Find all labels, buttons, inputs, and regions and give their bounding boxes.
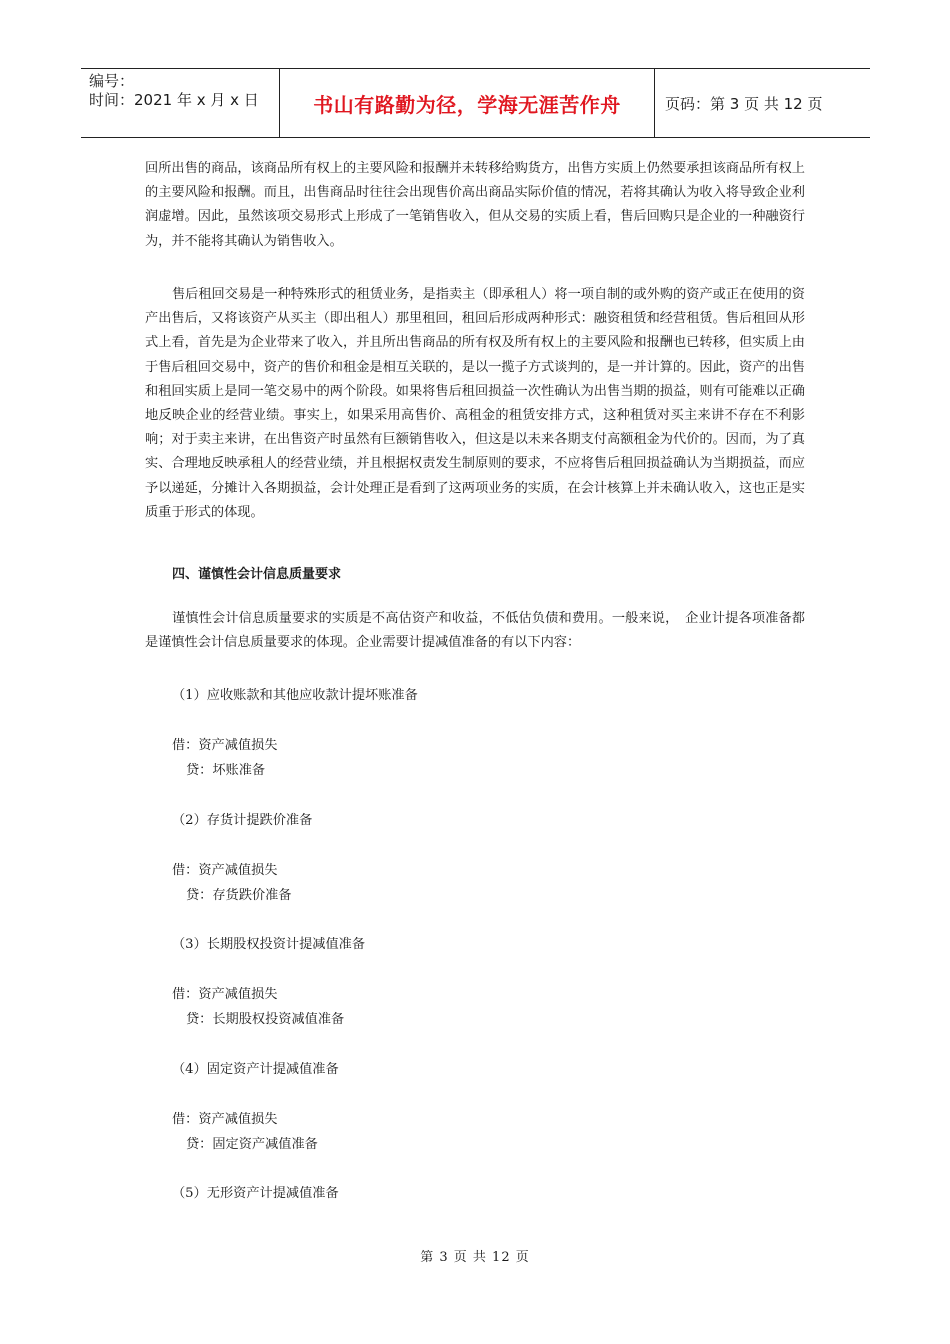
journal-debit: 借：资产减值损失 [172, 738, 278, 753]
journal-debit: 借：资产减值损失 [172, 987, 278, 1002]
item-title-bad-debt: （1）应收账款和其他应收款计提坏账准备 [172, 688, 418, 703]
journal-credit: 贷：坏账准备 [186, 763, 266, 778]
journal-credit: 贷：存货跌价准备 [186, 888, 292, 903]
item-title-intangible: （5）无形资产计提减值准备 [172, 1186, 339, 1201]
journal-credit: 贷：固定资产减值准备 [186, 1137, 318, 1152]
journal-credit: 贷：长期股权投资减值准备 [186, 1012, 345, 1027]
time-label: 时间：2021 年 x 月 x 日 [89, 91, 259, 109]
number-label: 编号： [89, 72, 135, 90]
item-title-inventory: （2）存货计提跌价准备 [172, 813, 313, 828]
paragraph-prudence: 谨慎性会计信息质量要求的实质是不高估资产和收益，不低估负债和费用。一般来说， 企业计提各项准备都是谨慎性会计信息质量要求的体现。企业需要计提减值准备的有以下内容： [145, 611, 805, 651]
header-page-info: 页码：第 3 页 共 12 页 [665, 94, 823, 113]
header-motto: 书山有路勤为径，学海无涯苦作舟 [313, 92, 621, 117]
item-title-fixed-assets: （4）固定资产计提减值准备 [172, 1062, 339, 1077]
header-motto-cell [280, 69, 655, 137]
page-footer: 第 3 页 共 12 页 [420, 1250, 530, 1265]
journal-debit: 借：资产减值损失 [172, 1112, 278, 1127]
paragraph-sale-leaseback: 售后租回交易是一种特殊形式的租赁业务，是指卖主（即承租人）将一项自制的或外购的资产或正在使用的资产出售后，又将该资产从买主（即出租人）那里租回，租回后形成两种形式：融资租赁和经营租赁。售后租回从形式上看，首先是为企业带来了收入，并且所出售商品的所有权及所有权上的主要风险和报酬也已转移，但实质上由于售后租回交易中，资产的售价和租金是相互关联的，是以一揽子方式谈判的，是一并计算的。因此，资产的出售和租回实质上是同一笔交易中的两个阶段。如果将售后租回损益一次性确认为出售当期的损益，则有可能难以正确地反映企业的经营业绩。事实上，如果采用高售价、高租金的租赁安排方式，这种租赁对买主来讲不存在不利影响；对于卖主来讲，在出售资产时虽然有巨额销售收入，但这是以未来各期支付高额租金为代价的。因而，为了真实、合理地反映承租人的经营业绩，并且根据权责发生制原则的要求，不应将售后租回损益确认为当期损益，而应予以递延，分摊计入各期损益，会计处理正是看到了这两项业务的实质，在会计核算上并未确认收入，这也正是实质重于形式的体现。 [145, 287, 805, 520]
page-header [81, 68, 870, 138]
header-meta [81, 69, 280, 137]
paragraph-sale-repurchase: 回所出售的商品，该商品所有权上的主要风险和报酬并未转移给购货方，出售方实质上仍然要承担该商品所有权上的主要风险和报酬。而且，出售商品时往往会出现售价高出商品实际价值的情况，若将其确认为收入将导致企业利润虚增。因此，虽然该项交易形式上形成了一笔销售收入，但从交易的实质上看，售后回购只是企业的一种融资行为，并不能将其确认为销售收入。 [145, 161, 805, 249]
section-heading-prudence: 四、谨慎性会计信息质量要求 [172, 567, 342, 582]
journal-debit: 借：资产减值损失 [172, 863, 278, 878]
item-title-lt-equity: （3）长期股权投资计提减值准备 [172, 937, 366, 952]
